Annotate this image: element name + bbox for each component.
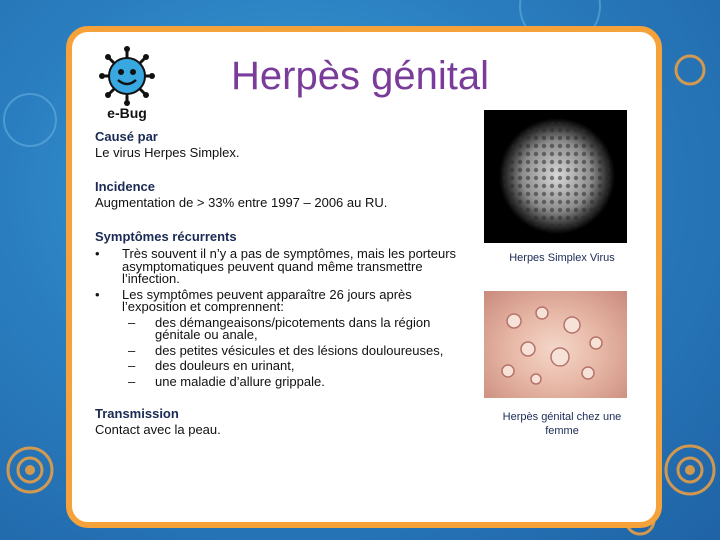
symptom-subbullet [95,373,475,389]
incidence-heading: Incidence [95,179,155,194]
main-content [95,129,475,438]
incidence-text: Augmentation de > 33% entre 1997 – 2006 au RU. [95,195,388,210]
symptom-bullet-text: Les symptômes peuvent apparaître 26 jours après l’exposition et comprennent: [122,286,412,314]
symptom-subbullet [95,342,475,358]
cause-heading: Causé par [95,129,158,144]
symptom-bullet [95,248,475,286]
symptom-subbullet-text: des démangeaisons/picotements dans la région génitale ou anale, [155,314,431,342]
svg-text:e-Bug: e-Bug [107,105,147,121]
symptom-subbullet-text: des petites vésicules et des lésions douloureuses, [155,342,444,358]
ebug-logo-icon [96,44,158,122]
symptom-subbullet [95,360,475,373]
bullet-marker: • [95,246,100,261]
transmission-heading: Transmission [95,406,179,421]
virus-micrograph-image [484,110,627,243]
cause-text: Le virus Herpes Simplex. [95,145,240,160]
symptom-bullet-text: Très souvent il n’y a pas de symptômes, mais les porteurs asymptomatiques peuvent quand même transmettre l’infection. [122,246,457,286]
dash-marker: – [128,358,136,373]
symptoms-heading: Symptômes récurrents [95,229,237,244]
symptom-subbullet-text: des douleurs en urinant, [155,358,295,373]
symptom-subbullet-text: une maladie d’allure grippale. [155,373,325,389]
dash-marker: – [128,373,136,389]
symptom-bullet [95,286,475,314]
dash-marker: – [128,342,136,358]
transmission-text: Contact avec la peau. [95,422,221,437]
herpes-skin-photo [484,291,627,398]
dash-marker: – [128,314,136,330]
virus-caption: Herpes Simplex Virus [509,252,615,264]
page-title: Herpès génital [231,54,489,98]
symptom-subbullet [95,314,475,342]
ebug-logo [96,44,158,122]
bullet-marker: • [95,286,100,302]
skin-caption: Herpès génital chez une femme [502,411,622,437]
